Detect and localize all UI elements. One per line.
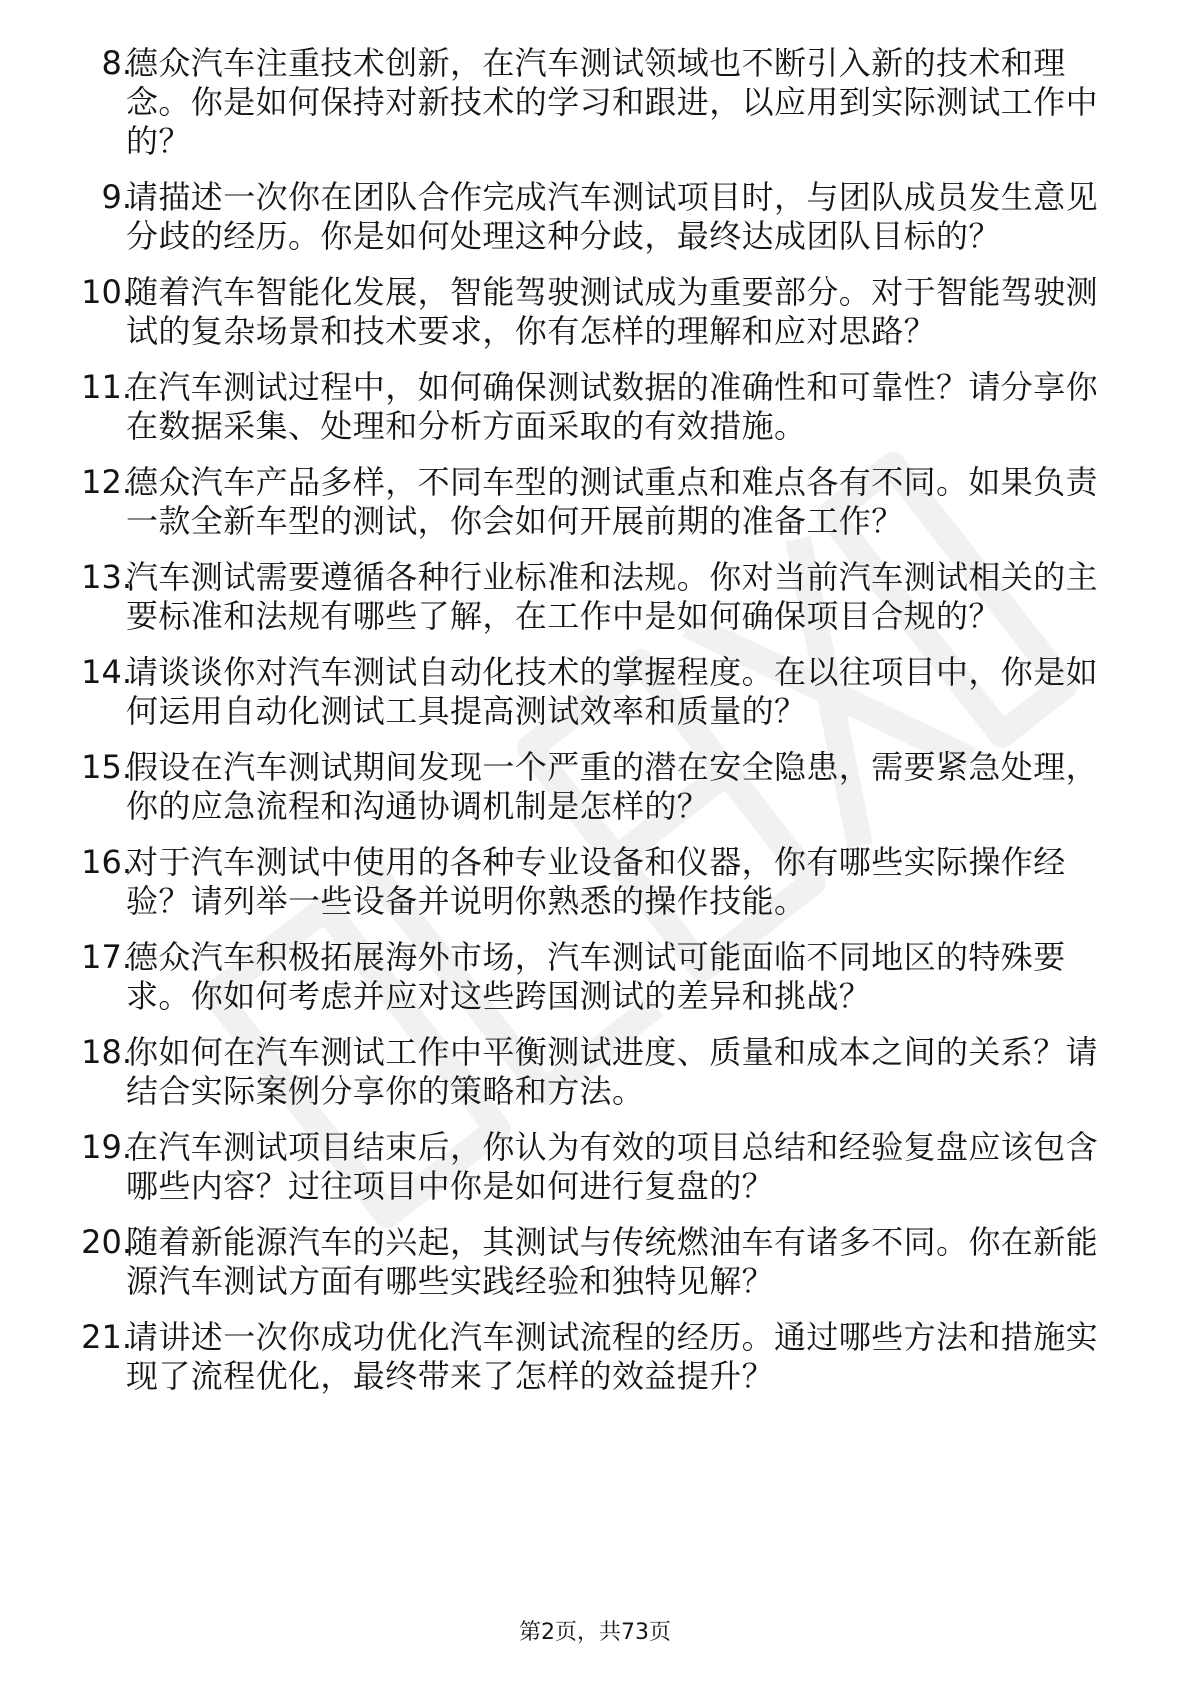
question-text: 德众汽车注重技术创新，在汽车测试领域也不断引入新的技术和理念。你是如何保持对新技术的学习和跟进，以应用到实际测试工作中的？ bbox=[126, 44, 1099, 160]
question-number: 21. bbox=[81, 1318, 132, 1356]
question-text: 请谈谈你对汽车测试自动化技术的掌握程度。在以往项目中，你是如何运用自动化测试工具提高测试效率和质量的？ bbox=[126, 653, 1099, 730]
question-text: 在汽车测试过程中，如何确保测试数据的准确性和可靠性？请分享你在数据采集、处理和分析方面采取的有效措施。 bbox=[126, 368, 1099, 445]
question-text: 请描述一次你在团队合作完成汽车测试项目时，与团队成员发生意见分歧的经历。你是如何处理这种分歧，最终达成团队目标的？ bbox=[126, 178, 1099, 255]
question-item bbox=[0, 368, 1190, 446]
question-item bbox=[0, 178, 1190, 256]
question-number: 17. bbox=[81, 938, 132, 976]
question-number: 8. bbox=[101, 44, 132, 82]
question-number: 18. bbox=[81, 1033, 132, 1071]
question-text: 德众汽车积极拓展海外市场，汽车测试可能面临不同地区的特殊要求。你如何考虑并应对这些跨国测试的差异和挑战？ bbox=[126, 938, 1066, 1015]
question-text: 你如何在汽车测试工作中平衡测试进度、质量和成本之间的关系？请结合实际案例分享你的策略和方法。 bbox=[126, 1033, 1099, 1110]
question-item bbox=[0, 463, 1190, 541]
question-number: 9. bbox=[101, 178, 132, 216]
question-text: 对于汽车测试中使用的各种专业设备和仪器，你有哪些实际操作经验？请列举一些设备并说明你熟悉的操作技能。 bbox=[126, 843, 1066, 920]
question-item bbox=[0, 843, 1190, 921]
question-text: 在汽车测试项目结束后，你认为有效的项目总结和经验复盘应该包含哪些内容？过往项目中你是如何进行复盘的？ bbox=[126, 1128, 1099, 1205]
question-item bbox=[0, 1033, 1190, 1111]
question-number: 19. bbox=[81, 1128, 132, 1166]
question-item bbox=[0, 1318, 1190, 1396]
question-item bbox=[0, 558, 1190, 636]
question-text: 随着汽车智能化发展，智能驾驶测试成为重要部分。对于智能驾驶测试的复杂场景和技术要求，你有怎样的理解和应对思路？ bbox=[126, 273, 1099, 350]
question-item bbox=[0, 273, 1190, 351]
question-text: 德众汽车产品多样，不同车型的测试重点和难点各有不同。如果负责一款全新车型的测试，你会如何开展前期的准备工作？ bbox=[126, 463, 1099, 540]
question-number: 15. bbox=[81, 748, 132, 786]
question-text: 随着新能源汽车的兴起，其测试与传统燃油车有诸多不同。你在新能源汽车测试方面有哪些实践经验和独特见解？ bbox=[126, 1223, 1099, 1300]
question-item bbox=[0, 653, 1190, 731]
page-number: 第2页，共73页 bbox=[519, 1620, 671, 1645]
question-item bbox=[0, 748, 1190, 826]
question-list bbox=[0, 44, 1190, 1413]
question-number: 16. bbox=[81, 843, 132, 881]
question-number: 11. bbox=[81, 368, 132, 406]
question-number: 20. bbox=[81, 1223, 132, 1261]
question-item bbox=[0, 1128, 1190, 1206]
question-text: 汽车测试需要遵循各种行业标准和法规。你对当前汽车测试相关的主要标准和法规有哪些了解，在工作中是如何确保项目合规的？ bbox=[126, 558, 1099, 635]
question-item bbox=[0, 938, 1190, 1016]
question-item bbox=[0, 44, 1190, 161]
question-number: 10. bbox=[81, 273, 132, 311]
question-number: 14. bbox=[81, 653, 132, 691]
question-text: 请讲述一次你成功优化汽车测试流程的经历。通过哪些方法和措施实现了流程优化，最终带来了怎样的效益提升？ bbox=[126, 1318, 1099, 1395]
question-number: 13. bbox=[81, 558, 132, 596]
question-number: 12. bbox=[81, 463, 132, 501]
question-text: 假设在汽车测试期间发现一个严重的潜在安全隐患，需要紧急处理，你的应急流程和沟通协调机制是怎样的？ bbox=[126, 748, 1099, 825]
question-item bbox=[0, 1223, 1190, 1301]
